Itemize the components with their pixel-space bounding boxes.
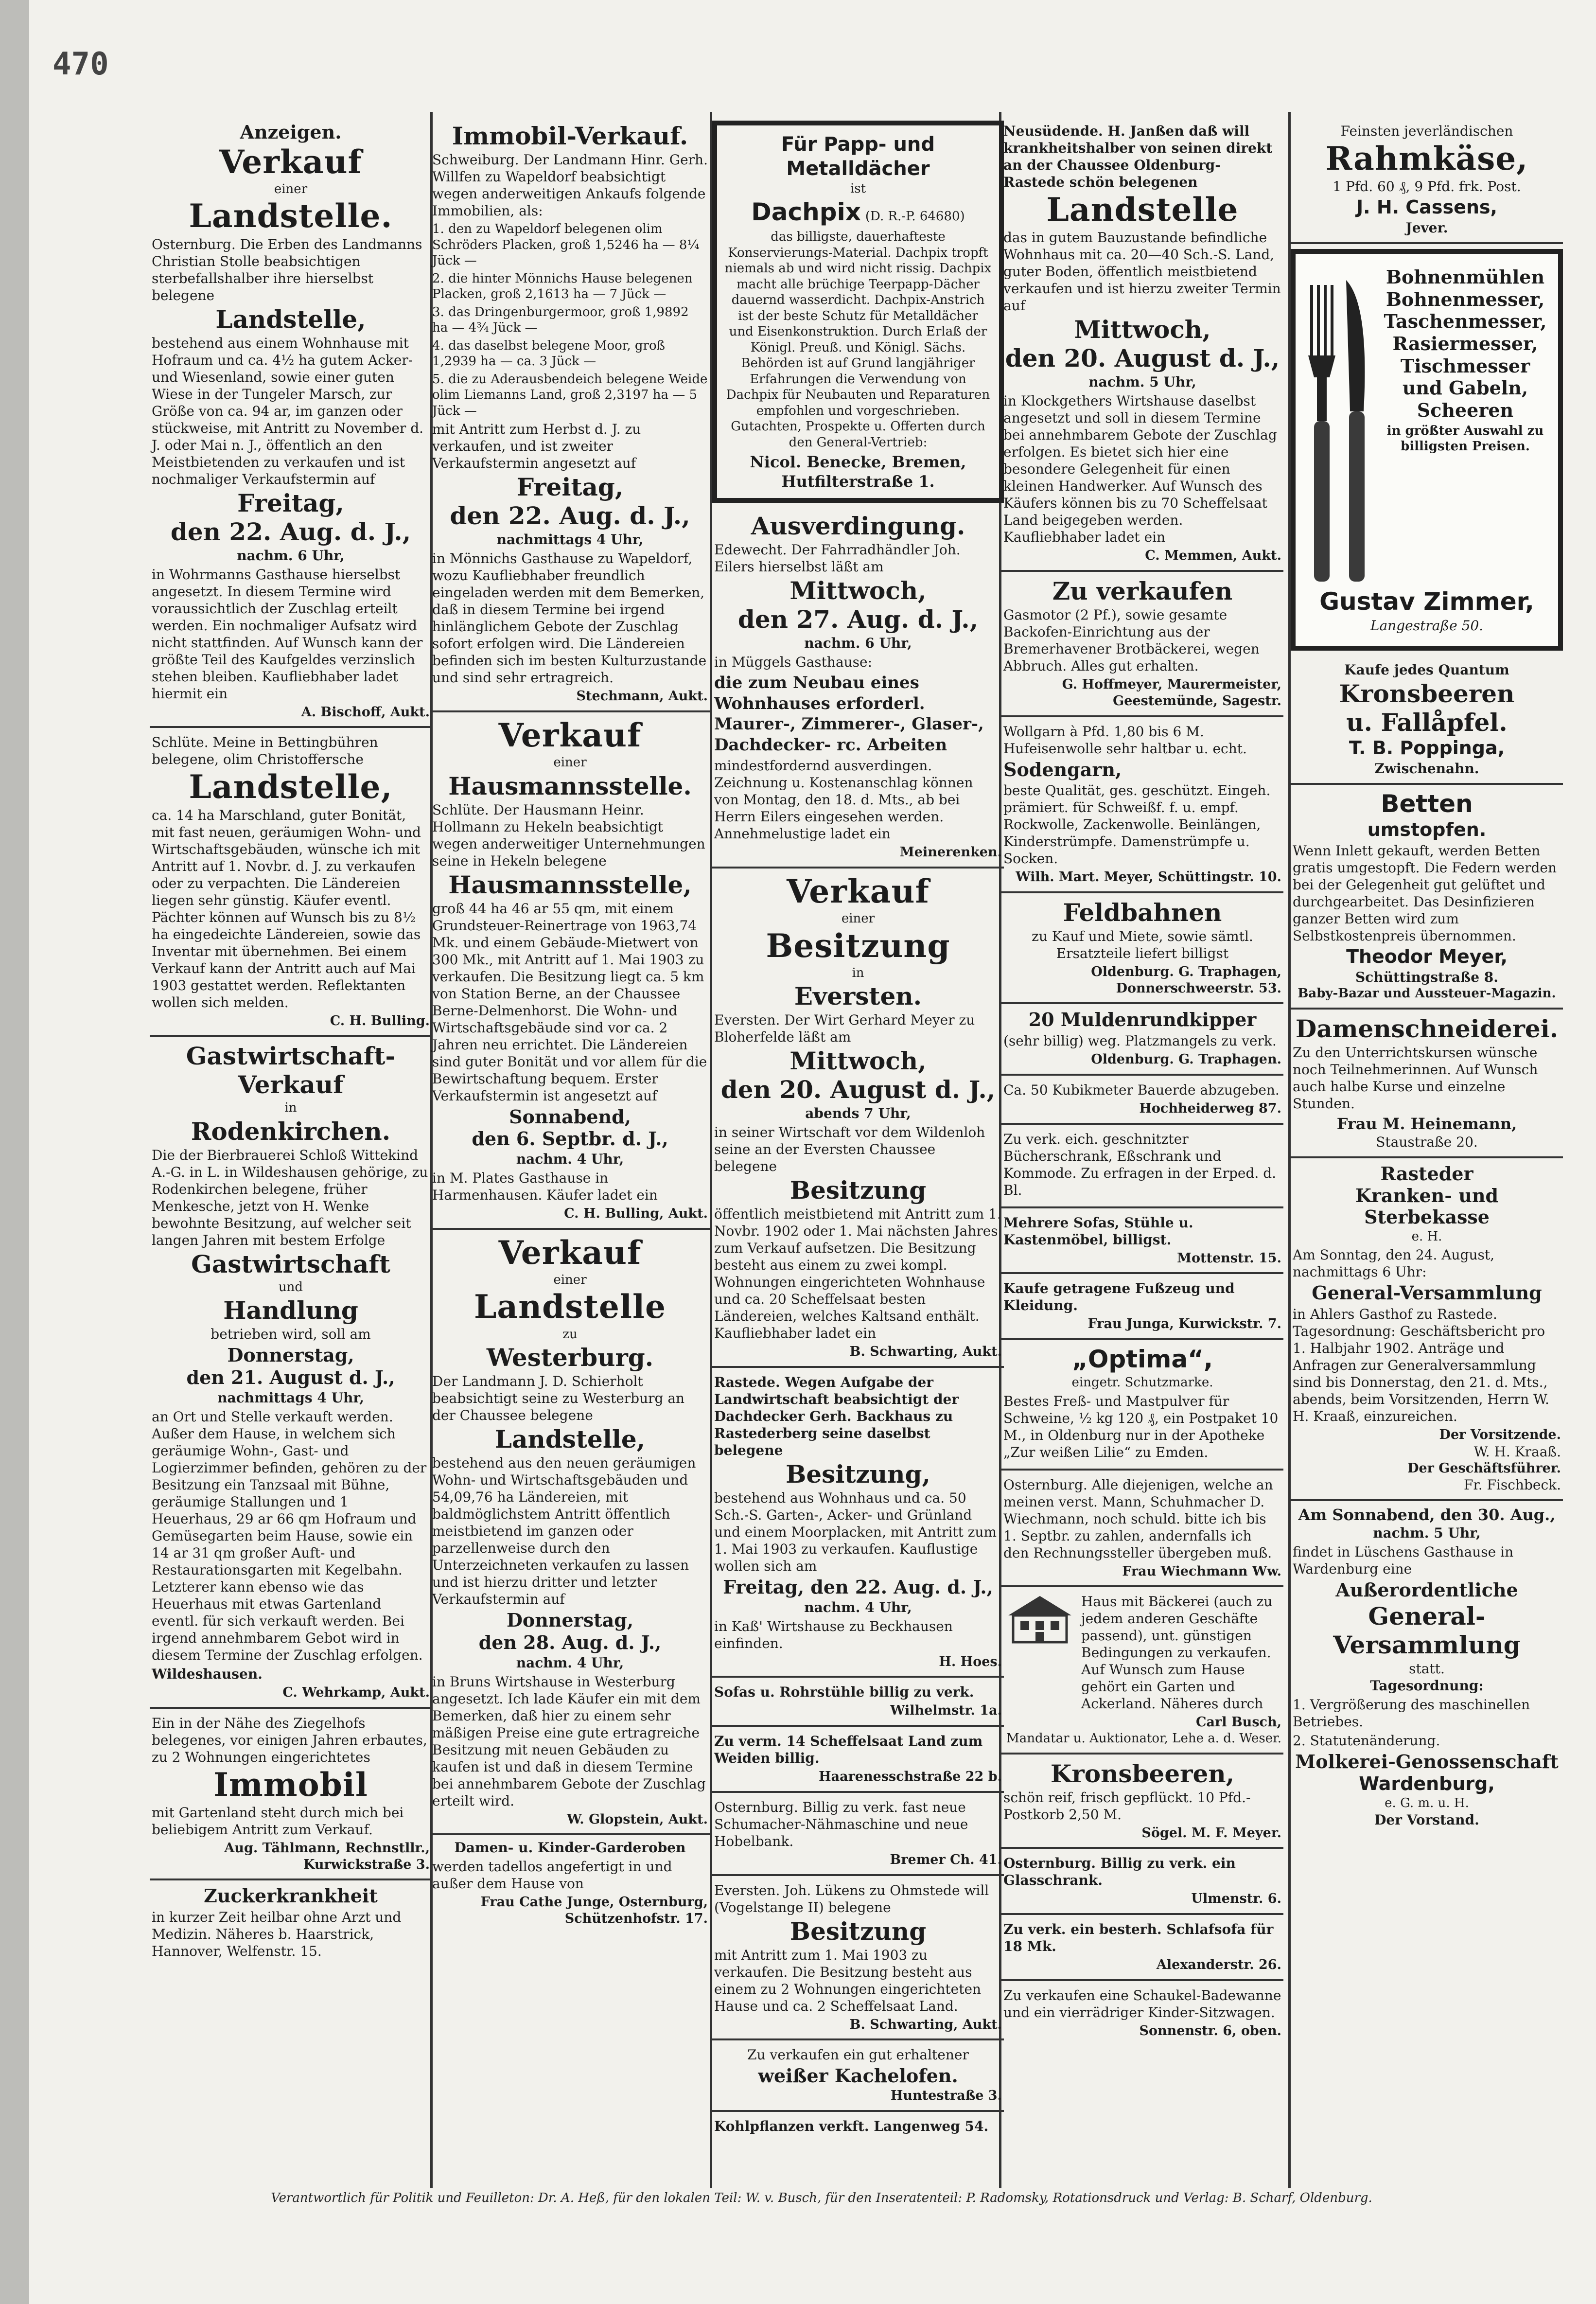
ad-heading: General-Versammlung bbox=[1312, 1282, 1542, 1304]
ad-dachpix-box bbox=[712, 121, 1004, 503]
ad-betten bbox=[1291, 785, 1563, 1010]
ad-city: Jever. bbox=[1405, 219, 1448, 236]
ad-date: Donnerstag, bbox=[506, 1609, 634, 1631]
ad-text: Schweiburg. Der Landmann Hinr. Gerh. Willfen zu Wapeldorf beabsichtigt wegen anderweitigen Ankaufs folgende Immobilien, als: bbox=[432, 152, 708, 219]
ad-zuckerkrankheit bbox=[150, 1880, 432, 1967]
ad-text: öffentlich meistbietend mit Antritt zum 1. Novbr. 1902 oder 1. Mai nächsten Jahres zum Verkauf aufsetzen. Die Besitzung besteht aus einem zu zwei kompl. Wohnungen eingerichteten Wohnhause und ca. 20 Scheffelsaat besten Ländereien, welches Kaltsand enthält. Kaufliebhaber ladet ein bbox=[714, 1206, 1001, 1342]
ad-text: Osternburg. Billig zu verk. ein Glasschrank. bbox=[1003, 1855, 1236, 1889]
ad-text: Die der Bierbrauerei Schloß Wittekind A.-G. in L. in Wildeshausen gehörige, zu Rodenkirchen belegene, früher Menkesche, jetzt von H. Wenke bewohnte Besitzung, auf welcher seit langen Jahren mit bestem Erfolge bbox=[152, 1147, 428, 1248]
list-item: 1. Vergrößerung des maschinellen Betriebes. bbox=[1293, 1696, 1530, 1730]
ad-text: Der Landmann J. D. Schierholt beabsichtigt seine zu Westerburg an der Chaussee belegene bbox=[432, 1373, 685, 1424]
ad-time: nachm. 4 Uhr, bbox=[516, 1151, 624, 1167]
list-item: Taschenmesser, bbox=[1384, 310, 1547, 333]
ad-product-line bbox=[724, 197, 992, 228]
ad-text: Zu verk. eich. geschnitzter Bücherschrank, Eßschrank und Kommode. Zu erfragen in der Erped. d. Bl. bbox=[1003, 1131, 1277, 1198]
ad-date: den 20. August d. J., bbox=[720, 1075, 996, 1104]
ad-heading: Verkauf bbox=[498, 1233, 642, 1272]
page-edge-shadow bbox=[0, 0, 29, 2304]
ad-heading: Westerburg. bbox=[486, 1343, 654, 1372]
ad-signature: Oldenburg. G. Traphagen, Donnerschweerstr. 53. bbox=[1091, 964, 1281, 996]
ad-backofen bbox=[1001, 572, 1283, 717]
ad-name: Theodor Meyer, bbox=[1346, 946, 1508, 968]
ad-date: den 22. Aug. d. J., bbox=[170, 517, 411, 546]
ad-heading: Hausmannsstelle, bbox=[448, 870, 692, 899]
ad-heading: Landstelle, bbox=[189, 768, 393, 806]
ad-text: Schlüte. Der Hausmann Heinr. Hollmann zu Hekeln beabsichtigt wegen anderweitiger Unternehmungen seine in Hekeln belegene bbox=[432, 801, 705, 869]
ad-text: in größter Auswahl zu billigsten Preisen. bbox=[1386, 423, 1544, 454]
ad-text: Kohlpflanzen verkft. Langenweg 54. bbox=[714, 2118, 989, 2134]
ad-signature: B. Schwarting, Aukt. bbox=[849, 1344, 1002, 1360]
ad-signature: C. H. Bulling, Aukt. bbox=[564, 1205, 708, 1221]
ad-date: Mittwoch, bbox=[789, 576, 927, 605]
ad-heading: Betten bbox=[1381, 789, 1473, 818]
ad-heading: Gastwirtschaft bbox=[191, 1249, 390, 1278]
ad-zimmer-box bbox=[1291, 249, 1563, 651]
ad-date: den 28. Aug. d. J., bbox=[478, 1631, 662, 1653]
ad-text: in kurzer Zeit heilbar ohne Arzt und Medizin. Näheres b. Haarstrick, Hannover, Welfenstr. 15. bbox=[152, 1909, 402, 1960]
ad-landstelle-westerburg bbox=[430, 1230, 710, 1836]
ad-garderoben bbox=[430, 1835, 710, 1933]
ad-heading: Landstelle, bbox=[215, 304, 366, 334]
ad-signature: Mottenstr. 15. bbox=[1177, 1250, 1281, 1266]
parcel-list bbox=[432, 221, 708, 419]
ad-text: betrieben wird, soll am bbox=[210, 1326, 371, 1343]
ad-date: Freitag, bbox=[237, 488, 344, 517]
ad-city: Zwischenahn. bbox=[1374, 760, 1479, 777]
ad-text: bestehend aus einem Wohnhause mit Hofraum und ca. 4½ ha gutem Acker- und Wiesenland, sowie einer guten Wiese in der Tungeler Marsch, zur Größe von ca. 94 ar, im ganzen oder stückweise, mit Antritt zu November d. J. oder Mai n. J., öffentlich an den Meistbietenden zu verkaufen und ist nochmaliger Verkaufstermin auf bbox=[152, 335, 424, 487]
ad-text: schön reif, frisch gepflückt. 10 Pfd.-Postkorb 2,50 M. bbox=[1003, 1789, 1251, 1823]
ad-muldenkipper bbox=[1001, 1004, 1283, 1075]
ad-date: den 22. Aug. d. J., bbox=[450, 501, 690, 530]
ad-text: in M. Plates Gasthause in Harmenhausen. Käufer ladet ein bbox=[432, 1170, 658, 1203]
ad-heading: Besitzung bbox=[789, 1176, 927, 1205]
column-1 bbox=[150, 117, 432, 2188]
ad-text: Zu verkaufen ein gut erhaltener bbox=[747, 2047, 969, 2063]
ad-heading: Wardenburg, bbox=[1359, 1772, 1495, 1794]
ad-text: Osternburg. Alle diejenigen, welche an meinen verst. Mann, Schuhmacher D. Wiechmann, noch schuld. bitte ich bis 1. Septbr. zu zahlen, andernfalls ich den Rechnungssteller übergeben muß. bbox=[1003, 1476, 1273, 1561]
ad-connector: und bbox=[278, 1279, 303, 1294]
ad-connector: in bbox=[852, 965, 864, 980]
ad-krankenkasse bbox=[1291, 1158, 1563, 1502]
ad-text: Neusüdende. H. Janßen daß will krankheitshalber von seinen direkt an der Chaussee Oldenburg-Rastede schön belegenen bbox=[1003, 123, 1273, 190]
column-5 bbox=[1291, 117, 1563, 2188]
ad-time: nachm. 6 Uhr, bbox=[804, 635, 912, 651]
ad-heading: Feldbahnen bbox=[1063, 898, 1222, 927]
ad-time: nachm. 5 Uhr, bbox=[1373, 1525, 1481, 1542]
ad-text: Osternburg. Die Erben des Landmanns Christian Stolle beabsichtigen sterbefallshalber ihre hierselbst belegene bbox=[152, 236, 422, 303]
ad-text: Mehrere Sofas, Stühle u. Kastenmöbel, billigst. bbox=[1003, 1214, 1193, 1248]
ad-heading: Kronsbeeren bbox=[1339, 679, 1515, 708]
ad-connector: zu bbox=[562, 1327, 578, 1342]
ad-text: Kaufe getragene Fußzeug und Kleidung. bbox=[1003, 1280, 1235, 1314]
ad-body bbox=[1003, 1591, 1281, 1714]
ad-heading: Ausverdingung. bbox=[751, 512, 965, 540]
ad-heading: Landstelle bbox=[1046, 191, 1239, 229]
ad-badewanne bbox=[1001, 1981, 1283, 2045]
ad-signature: Der Vorstand. bbox=[1374, 1811, 1479, 1828]
ad-date: Sonnabend, bbox=[509, 1105, 631, 1128]
ad-text: Ein in der Nähe des Ziegelhofs belegenes, vor einigen Jahren erbautes, zu 2 Wohnungen eingerichtetes bbox=[152, 1715, 427, 1765]
ad-text: Rastede. Wegen Aufgabe der Landwirtschaft beabsichtigt der Dachdecker Gerh. Backhaus zu Rastederberg seine daselbst belegene bbox=[714, 1374, 959, 1459]
ad-text: Bestes Freß- und Mastpulver für Schweine, ½ kg 120 ₰, ein Postpaket 10 M., in Oldenburg nur in der Apotheke „Zur weißen Lilie“ zu Emden. bbox=[1003, 1393, 1279, 1460]
ad-date: den 20. August d. J., bbox=[1005, 344, 1280, 373]
ad-text: Zu den Unterrichtskursen wünsche noch Teilnehmerinnen. Auf Wunsch auch halbe Kurse und einzelne Stunden. bbox=[1293, 1044, 1538, 1112]
ad-immobil bbox=[150, 1709, 432, 1881]
ad-text: bestehend aus den neuen geräumigen Wohn- und Wirtschaftsgebäuden und 54,09,76 ha Ländereien, mit baldmöglichstem Antritt öffentlich meistbietend im ganzen oder parzellenweise durch den Unterzeichneten verkaufen zu lassen und ist hierzu dritter und letzter Verkaufstermin auf bbox=[432, 1455, 696, 1608]
ad-signature: Frau Cathe Junge, Osternburg, Schützenhofstr. 17. bbox=[480, 1895, 708, 1927]
ad-heading: Eversten. bbox=[794, 982, 922, 1011]
ad-connector: in bbox=[284, 1100, 297, 1116]
house-illustration-icon bbox=[1003, 1591, 1076, 1645]
ad-signature: Nicol. Benecke, Bremen, Hutfilterstraße 1. bbox=[750, 453, 966, 491]
ad-signature: Huntestraße 3. bbox=[890, 2088, 1002, 2104]
ad-text: Haus mit Bäckerei (auch zu jedem anderen Geschäfte passend), unt. günstigen Bedingungen zu verkaufen. Auf Wunsch zum Hause gehört ein Garten und Ackerland. Näheres durch bbox=[1081, 1594, 1273, 1712]
section-label: Anzeigen. bbox=[240, 121, 342, 143]
ad-text: Schlüte. Meine in Bettingbühren belegene, olim Christoffersche bbox=[152, 734, 378, 768]
ad-schlafsofa bbox=[1001, 1915, 1283, 1981]
ad-text: Am Sonntag, den 24. August, nachmittags 6 Uhr: bbox=[1293, 1247, 1495, 1280]
ad-heading: 20 Muldenrundkipper bbox=[1028, 1009, 1257, 1031]
ad-text: in Klockgethers Wirtshause daselbst angesetzt und soll in diesem Termine bei annehmbarem Gebote der Zuschlag erfolgen. Es bietet sich hier eine besondere Gelegenheit für einen kleinen Handwerker. Auf Wunsch des Käufers können bis zu 70 Scheffelsaat Land beigegeben werden. Kaufliebhaber ladet ein bbox=[1003, 393, 1277, 546]
ad-heading: u. Fallåpfel. bbox=[1346, 708, 1508, 737]
fork-and-knife-icon bbox=[1301, 266, 1374, 586]
ad-subheading: eingetr. Schutzmarke. bbox=[1071, 1375, 1213, 1390]
ad-kronsbeeren-soegel bbox=[1001, 1755, 1283, 1849]
ad-heading: Rodenkirchen. bbox=[191, 1117, 391, 1146]
ad-text: Gasmotor (2 Pf.), sowie gesamte Backofen-Einrichtung aus der Bremerhavener Brotbäckerei, wegen Abbruch. Alles gut erhalten. bbox=[1003, 607, 1260, 674]
ad-time: nachm. 4 Uhr, bbox=[516, 1654, 624, 1671]
ad-signature: Der Vorsitzende. bbox=[1439, 1427, 1561, 1442]
ad-heading: Rasteder bbox=[1380, 1162, 1473, 1185]
ad-text: groß 44 ha 46 ar 55 qm, mit einem Grundsteuer-Reinertrage von 1963,74 Mk. und einem Gebäude-Mietwert von 300 Mk., mit Antritt auf 1. Mai 1903 zu verkaufen. Die Besitzung liegt ca. 5 km von Station Berne, an der Chaussee Berne-Delmenhorst. Die Wohn- und Wirtschaftsgebäude sind vor ca. 2 Jahren neu errichtet. Die Ländereien sind guter Bonität und vor allem für die Bewirtschaftung bequem. Erster Verkaufstermin ist angesetzt auf bbox=[432, 900, 707, 1104]
ad-connector: einer bbox=[553, 1272, 587, 1287]
ad-signature: Carl Busch, bbox=[1196, 1715, 1281, 1730]
ad-heading: Besitzung bbox=[766, 926, 950, 965]
ad-text: mindestfordernd ausverdingen. Zeichnung u. Kostenanschlag können von Montag, den 18. d. Mts., ab bei Herrn Eilers eingesehen werden. Annehmelustige ladet ein bbox=[714, 758, 973, 842]
ad-date: Am Sonnabend, den 30. Aug., bbox=[1298, 1506, 1556, 1524]
ad-optima bbox=[1001, 1340, 1283, 1471]
ad-text: mit Gartenland steht durch mich bei beliebigem Antritt zum Verkauf. bbox=[152, 1804, 404, 1838]
ad-text: (sehr billig) weg. Platzmangels zu verk. bbox=[1003, 1033, 1277, 1049]
ad-text: Eversten. Der Wirt Gerhard Meyer zu Bloherfelde läßt am bbox=[714, 1012, 975, 1046]
ad-text: in Ahlers Gasthof zu Rastede. Tagesordnung: Geschäftsbericht pro 1. Halbjahr 1902. Anträge und Anfragen zur Generalversammlung sind bis Donnerstag, den 21. d. Mts., abends, beim Vorsitzenden, Herrn W. H. Kraaß, einzureichen. bbox=[1293, 1306, 1549, 1424]
ad-time: nachm. 5 Uhr, bbox=[1088, 374, 1196, 390]
ad-date: Donnerstag, bbox=[227, 1344, 354, 1366]
ad-heading: Besitzung bbox=[789, 1916, 927, 1946]
ad-signature: B. Schwarting, Aukt. bbox=[849, 2017, 1002, 2032]
ad-text: ca. 14 ha Marschland, guter Bonität, mit fast neuen, geräumigen Wohn- und Wirtschaftsgebäuden, wünsche ich mit Antritt auf 1. Novbr. d. J. zu verkaufen oder zu verpachten. Die Ländereien liegen sehr günstig. Käufer eventl. Pächter können auf Wunsch bis zu 8½ ha eingedeichte Ländereien, sowie das Inventar mit übernehmen. Bei einem Verkauf kann der Antritt auch auf Mai 1903 gestattet werden. Reflektanten wollen sich melden. bbox=[152, 807, 421, 1010]
ad-heading: Verkauf bbox=[787, 872, 930, 910]
column-4 bbox=[1001, 117, 1283, 2188]
ad-signature: Stechmann, Aukt. bbox=[576, 689, 708, 704]
ad-subheading: e. G. m. u. H. bbox=[1385, 1796, 1469, 1811]
ad-name: J. H. Cassens, bbox=[1356, 196, 1497, 218]
ad-landstelle-schluete bbox=[150, 728, 432, 1037]
ad-text: mit Antritt zum Herbst d. J. zu verkaufen, und ist zweiter Verkaufstermin angesetzt auf bbox=[432, 421, 641, 471]
ad-glasschrank bbox=[1001, 1849, 1283, 1915]
ad-date: Mittwoch, bbox=[789, 1046, 927, 1076]
ad-text: Zu verk. ein besterh. Schlafsofa für 18 Mk. bbox=[1003, 1921, 1274, 1955]
ad-signature: C. Memmen, Aukt. bbox=[1145, 548, 1281, 564]
ad-text: Osternburg. Billig zu verk. fast neue Schumacher-Nähmaschine und neue Hobelbank. bbox=[714, 1799, 968, 1849]
ad-heading: Hausmannsstelle. bbox=[448, 771, 692, 800]
ad-text: in Mönnichs Gasthause zu Wapeldorf, wozu Kaufliebhaber freundlich eingeladen werden mit dem Bemerken, daß in diesem Termine bei irgend hinlänglichem Gebote der Zuschlag sofort erfolgen wird. Die Ländereien befinden sich im besten Kulturzustande und sind sehr ertragreich. bbox=[432, 550, 707, 686]
ad-buecherschrank bbox=[1001, 1125, 1283, 1208]
list-item: 4. das daselbst belegene Moor, groß 1,2939 ha — ca. 3 Jück — bbox=[432, 338, 665, 369]
ad-besitzung-eversten bbox=[712, 868, 1004, 1368]
ad-date: Freitag, den 22. Aug. d. J., bbox=[723, 1576, 993, 1598]
ad-heading: Verkauf bbox=[498, 716, 642, 754]
ad-heading: Immobil-Verkauf. bbox=[452, 122, 688, 150]
ad-text: in Bruns Wirtshause in Westerburg angesetzt. Ich lade Käufer ein mit dem Bemerken, daß hier zu einem sehr mäßigen Preise eine gute ertragreiche Besitzung mit neuen Gebäuden zu kaufen ist und daß in diesem Termine bei annehmbarem Gebote der Zuschlag erteilt wird. bbox=[432, 1673, 706, 1809]
ad-ausverdingung bbox=[712, 507, 1004, 868]
ad-heading: Landstelle. bbox=[189, 197, 393, 235]
ad-text: in Müggels Gasthause: bbox=[714, 654, 873, 670]
ad-besitzung-ohmstede bbox=[712, 1876, 1004, 2041]
ad-text: Zu verkaufen eine Schaukel-Badewanne und ein vierrädriger Kinder-Sitzwagen. bbox=[1003, 1987, 1281, 2020]
list-item: 5. die zu Aderausbendeich belegene Weide olim Liemanns Land, groß 2,3197 ha — 5 Jück — bbox=[432, 372, 708, 418]
ad-date: Freitag, bbox=[516, 473, 624, 501]
list-item: Scheeren bbox=[1417, 399, 1514, 422]
ad-text: Sofas u. Rohrstühle billig zu verk. bbox=[714, 1684, 974, 1701]
ad-hausmannsstelle bbox=[430, 712, 710, 1230]
ad-text: werden tadellos angefertigt in und außer dem Hause von bbox=[432, 1859, 672, 1892]
list-item: 2. Statutenänderung. bbox=[1293, 1732, 1440, 1749]
ad-product-list bbox=[1378, 266, 1552, 586]
ad-heading: Kranken- und Sterbekasse bbox=[1355, 1185, 1499, 1228]
ad-heading: Kronsbeeren, bbox=[1050, 1759, 1235, 1788]
ad-haus-baeckerei bbox=[1001, 1587, 1283, 1754]
ad-signature: C. Wehrkamp, Aukt. bbox=[282, 1684, 430, 1700]
list-item: 3. das Dringenburgermoor, groß 1,9892 ha — 4¾ Jück — bbox=[432, 304, 689, 335]
ad-heading: Zuckerkrankheit bbox=[204, 1885, 378, 1907]
ad-text: Edewecht. Der Fahrradhändler Joh. Eilers hierselbst läßt am bbox=[714, 542, 961, 575]
ad-name: Gustav Zimmer, bbox=[1319, 587, 1534, 616]
ad-time: nachmittags 4 Uhr, bbox=[496, 532, 644, 548]
list-item: Tischmesser bbox=[1400, 354, 1530, 377]
ad-heading: Rahmkäse, bbox=[1325, 140, 1528, 177]
ad-text: statt. bbox=[1409, 1660, 1445, 1677]
ad-signature: Frau Wiechmann Ww. bbox=[1122, 1563, 1281, 1579]
ad-heading: Gastwirtschaft- bbox=[186, 1042, 396, 1071]
ad-signature: H. Hoes. bbox=[939, 1654, 1002, 1669]
list-item: 1. den zu Wapeldorf belegenen olim Schröders Placken, groß 1,5246 ha — 8¼ Jück — bbox=[432, 222, 700, 268]
ad-text: Eversten. Joh. Lükens zu Ohmstede will (Vogelstange II) belegene bbox=[714, 1882, 989, 1915]
ad-heading: Besitzung, bbox=[786, 1460, 930, 1489]
column-3 bbox=[712, 117, 1004, 2188]
ad-signature: C. H. Bulling. bbox=[330, 1013, 430, 1028]
footer-imprint: Verantwortlich für Politik und Feuilleton: Dr. A. Heß, für den lokalen Teil: W. v. Busch, für den Inseratenteil: P. Radomsky, Rotationsdruck und Verlag: B. Scharf, Oldenburg. bbox=[271, 2191, 1372, 2205]
ad-heading: Molkerei-Genossenschaft bbox=[1295, 1750, 1559, 1772]
ad-signature-detail: Fr. Fischbeck. bbox=[1463, 1477, 1561, 1493]
ad-kachelofen bbox=[712, 2040, 1004, 2111]
ad-text: Ca. 50 Kubikmeter Bauerde abzugeben. bbox=[1003, 1081, 1280, 1098]
ad-signature: Sonnenstr. 6, oben. bbox=[1139, 2023, 1281, 2038]
ad-text: das in gutem Bauzustande befindliche Wohnhaus mit ca. 20—40 Sch.-S. Land, guter Boden, öffentlich meistbietend verkaufen und ist hierzu zweiter Termin auf bbox=[1003, 230, 1281, 314]
ad-heading: Sodengarn, bbox=[1003, 758, 1122, 780]
ad-rahmkaese bbox=[1291, 117, 1563, 244]
ad-heading: Außerordentliche bbox=[1335, 1579, 1518, 1601]
ad-signature: Wilhelmstr. 1a. bbox=[890, 1703, 1002, 1719]
ad-text: an Ort und Stelle verkauft werden. Außer dem Hause, in welchem sich geräumige Wohn-, Gast- und Logierzimmer befinden, gehören zu der Besitzung ein Tanzsaal mit Bühne, geräumige Stallungen und 1 Heuerhaus, 29 ar 66 qm Hofraum und Gemüsegarten beim Hause, sowie ein 14 ar 31 qm großer Auft- und Restaurationsgarten mit Kegelbahn. Letzterer kann ebenso wie das Heuerhaus mit etwas Gartenland eventl. für sich verkauft werden. Bei irgend annehmbarem Gebot wird in diesem Termine der Zuschlag erfolgen. bbox=[152, 1408, 427, 1663]
ad-besitzung-rastede bbox=[712, 1368, 1004, 1678]
ad-signature: Der Geschäftsführer. bbox=[1407, 1460, 1561, 1476]
ad-heading: Verkauf bbox=[219, 142, 362, 181]
ad-place: Wildeshausen. bbox=[152, 1666, 263, 1682]
ad-signature-detail: W. H. Kraaß. bbox=[1473, 1443, 1561, 1460]
ad-heading: Damen- u. Kinder-Garderoben bbox=[454, 1840, 686, 1856]
ad-time: nachm. 4 Uhr, bbox=[804, 1599, 912, 1615]
ad-subheading: e. H. bbox=[1411, 1229, 1442, 1244]
ad-heading: Handlung bbox=[223, 1296, 358, 1325]
list-item: 2. die hinter Mönnichs Hause belegenen Placken, groß 2,1613 ha — 7 Jück — bbox=[432, 271, 693, 301]
ad-signature: Haarenesschstraße 22 b. bbox=[819, 1769, 1002, 1785]
ad-heading: Zu verkaufen bbox=[1052, 577, 1233, 606]
ad-time: abends 7 Uhr, bbox=[805, 1105, 911, 1122]
ad-landstelle-neusuedende bbox=[1001, 117, 1283, 572]
ad-signature: Hochheiderweg 87. bbox=[1139, 1100, 1281, 1116]
ad-subheading: Baby-Bazar und Aussteuer-Magazin. bbox=[1298, 986, 1556, 1001]
ad-date: Mittwoch, bbox=[1074, 315, 1211, 344]
column-2 bbox=[430, 117, 710, 2188]
ad-heading: Landstelle bbox=[474, 1288, 666, 1326]
ad-date: den 27. Aug. d. J., bbox=[737, 605, 979, 634]
ad-sodengarn bbox=[1001, 717, 1283, 893]
ad-price: 1 Pfd. 60 ₰, 9 Pfd. frk. Post. bbox=[1333, 178, 1521, 195]
ad-kastenmoebel bbox=[1001, 1208, 1283, 1275]
ad-text: in seiner Wirtschaft vor dem Wildenloh seine an der Eversten Chaussee belegene bbox=[714, 1124, 985, 1175]
ad-pre: Kaufe jedes Quantum bbox=[1344, 661, 1509, 678]
ad-text: Wollgarn à Pfd. 1,80 bis 6 M. Hufeisenwolle sehr haltbar u. echt. bbox=[1003, 723, 1247, 757]
ad-address: Schüttingstraße 8. bbox=[1355, 969, 1499, 986]
ad-text: mit Antritt zum 1. Mai 1903 zu verkaufen. Die Besitzung besteht aus einem zu 2 Wohnungen eingerichteten Hause und ca. 2 Scheffelsaat Land. bbox=[714, 1947, 982, 2014]
ad-signature: Meinerenken. bbox=[899, 845, 1002, 860]
ad-text: Wenn Inlett gekauft, werden Betten gratis umgestopft. Die Federn werden bei der Gelegenheit gut gelüftet und durchgearbeitet. Das Desinfizieren ganzer Betten wird zum Selbstkostenpreis übernommen. bbox=[1293, 843, 1557, 944]
ad-heading: Verkauf bbox=[238, 1070, 344, 1099]
ad-signature: Sögel. M. F. Meyer. bbox=[1141, 1825, 1281, 1841]
ad-heading: General- bbox=[1368, 1601, 1486, 1631]
ad-kronsbeeren-poppinga bbox=[1291, 656, 1563, 785]
ad-heading: „Optima“, bbox=[1072, 1345, 1213, 1374]
ad-connector: ist bbox=[850, 181, 866, 196]
list-item: und Gabeln, bbox=[1402, 377, 1528, 399]
list-item: Rasiermesser, bbox=[1392, 333, 1538, 355]
ad-pre: Feinsten jeverländischen bbox=[1340, 123, 1513, 139]
ad-text: in Kaß' Wirtshause zu Beckhausen einfinden. bbox=[714, 1618, 953, 1651]
ad-molkerei bbox=[1291, 1501, 1563, 1834]
ad-connector: einer bbox=[553, 755, 587, 770]
ad-text: das billigste, dauerhafteste Konservierungs-Material. Dachpix tropft niemals ab und wird nicht rissig. Dachpix macht alle brüchige Teerpapp-Dächer dauernd wasserdicht. Dachpix-Anstrich ist der beste Schutz für Metalldächer und Eisenkonstruktion. Durch Erlaß der Königl. Preuß. und Königl. Sächs. Behörden ist auf Grund langjähriger Erfahrungen die Verwendung von Dachpix für Neubauten und Reparaturen empfohlen und vorgeschrieben. Gutachten, Prospekte u. Offerten durch den General-Vertrieb: bbox=[724, 230, 992, 450]
patent-number: (D. R.-P. 64680) bbox=[865, 209, 965, 224]
ad-wiechmann bbox=[1001, 1471, 1283, 1588]
ad-text: bestehend aus Wohnhaus und ca. 50 Sch.-S. Garten-, Acker- und Grünland und einem Moorplacken, mit Antritt zum 1. Mai 1903 zu verkaufen. Kauflustige wollen sich am bbox=[714, 1490, 997, 1575]
ad-signature: Frau Junga, Kurwickstr. 7. bbox=[1087, 1316, 1281, 1332]
ad-naehmaschine bbox=[712, 1793, 1004, 1876]
ad-highlight: die zum Neubau eines Wohnhauses erforderl. Maurer-, Zimmerer-, Glaser-, Dachdecker- rc. Arbeiten bbox=[714, 673, 984, 755]
ad-text: in Wohrmanns Gasthause hierselbst angesetzt. In diesem Termine wird voraussichtlich der Zuschlag erteilt werden. Ein nochmaliger Aufsatz wird nicht stattfinden. Auf Wunsch kann der größte Teil des Kaufgeldes verzinslich stehen bleiben. Kaufliebhaber ladet hiermit ein bbox=[152, 566, 423, 702]
list-item: Bohnenmühlen bbox=[1386, 266, 1545, 288]
ad-text: zu Kauf und Miete, sowie sämtl. Ersatzteile liefert billigst bbox=[1032, 928, 1253, 961]
ad-signature: Oldenburg. G. Traphagen. bbox=[1091, 1052, 1281, 1067]
ad-heading: Damenschneiderei. bbox=[1295, 1014, 1559, 1043]
ad-address: Langestraße 50. bbox=[1370, 617, 1484, 634]
ad-text: findet in Lüschens Gasthause in Wardenburg eine bbox=[1293, 1544, 1514, 1577]
ad-signature: Wilh. Mart. Meyer, Schüttingstr. 10. bbox=[1016, 869, 1281, 885]
ad-connector: einer bbox=[841, 911, 875, 926]
ad-gastwirtschaft-verkauf bbox=[150, 1037, 432, 1708]
ad-text: beste Qualität, ges. geschützt. Eingeh. prämiert. für Schweißf. f. u. empf. Rockwolle, Zackenwolle. Beinlängen, Kinderstrümpfe. Damenstrümpfe u. Socken. bbox=[1003, 782, 1271, 867]
ad-date: den 21. August d. J., bbox=[186, 1366, 395, 1389]
ad-body bbox=[1301, 266, 1552, 586]
ad-connector: einer bbox=[274, 181, 308, 196]
ad-sofas bbox=[712, 1678, 1004, 1727]
ad-immobil-verkauf bbox=[430, 117, 710, 712]
ad-time: nachm. 6 Uhr, bbox=[237, 547, 345, 564]
list-item: Bohnenmesser, bbox=[1386, 288, 1545, 310]
ad-signature: A. Bischoff, Aukt. bbox=[301, 704, 430, 720]
ad-signature: Aug. Tählmann, Rechnstllr., Kurwickstraße 3. bbox=[224, 1840, 430, 1872]
ad-signature-detail: Mandatar u. Auktionator, Lehe a. d. Weser. bbox=[1006, 1731, 1281, 1746]
ad-signature: G. Hoffmeyer, Maurermeister, Geestemünde, Sagestr. bbox=[1062, 677, 1281, 709]
agenda-label: Tagesordnung: bbox=[1370, 1677, 1484, 1694]
ad-heading: Immobil bbox=[213, 1765, 368, 1804]
ad-date: den 6. Septbr. d. J., bbox=[472, 1128, 668, 1150]
ad-fusszeug bbox=[1001, 1274, 1283, 1340]
ad-signature: Ulmenstr. 6. bbox=[1191, 1891, 1281, 1907]
ad-land-weiden bbox=[712, 1727, 1004, 1793]
ad-kohlpflanzen bbox=[712, 2112, 1004, 2143]
ad-signature: Alexanderstr. 26. bbox=[1156, 1957, 1281, 1973]
ad-damenschneiderei bbox=[1291, 1010, 1563, 1158]
ad-heading: weißer Kachelofen. bbox=[758, 2065, 958, 2087]
page-number: 470 bbox=[53, 46, 109, 82]
product-name: Dachpix bbox=[751, 197, 861, 226]
ad-name: Frau M. Heinemann, bbox=[1336, 1114, 1517, 1133]
ad-heading: umstopfen. bbox=[1367, 818, 1487, 840]
ad-address: Staustraße 20. bbox=[1376, 1134, 1478, 1150]
ad-bauerde bbox=[1001, 1076, 1283, 1125]
ad-landstelle-osternburg bbox=[150, 117, 432, 728]
ad-name: T. B. Poppinga, bbox=[1349, 737, 1505, 759]
ad-time: nachmittags 4 Uhr, bbox=[217, 1389, 364, 1406]
ad-heading: Landstelle, bbox=[494, 1425, 646, 1454]
ad-signature: Bremer Ch. 41. bbox=[890, 1852, 1002, 1867]
ad-heading: Für Papp- und Metalldächer bbox=[781, 133, 935, 180]
ad-text: Zu verm. 14 Scheffelsaat Land zum Weiden billig. bbox=[714, 1733, 983, 1767]
ad-heading: Versammlung bbox=[1333, 1630, 1521, 1659]
ad-signature: W. Glopstein, Aukt. bbox=[567, 1811, 708, 1827]
ad-feldbahnen bbox=[1001, 893, 1283, 1005]
